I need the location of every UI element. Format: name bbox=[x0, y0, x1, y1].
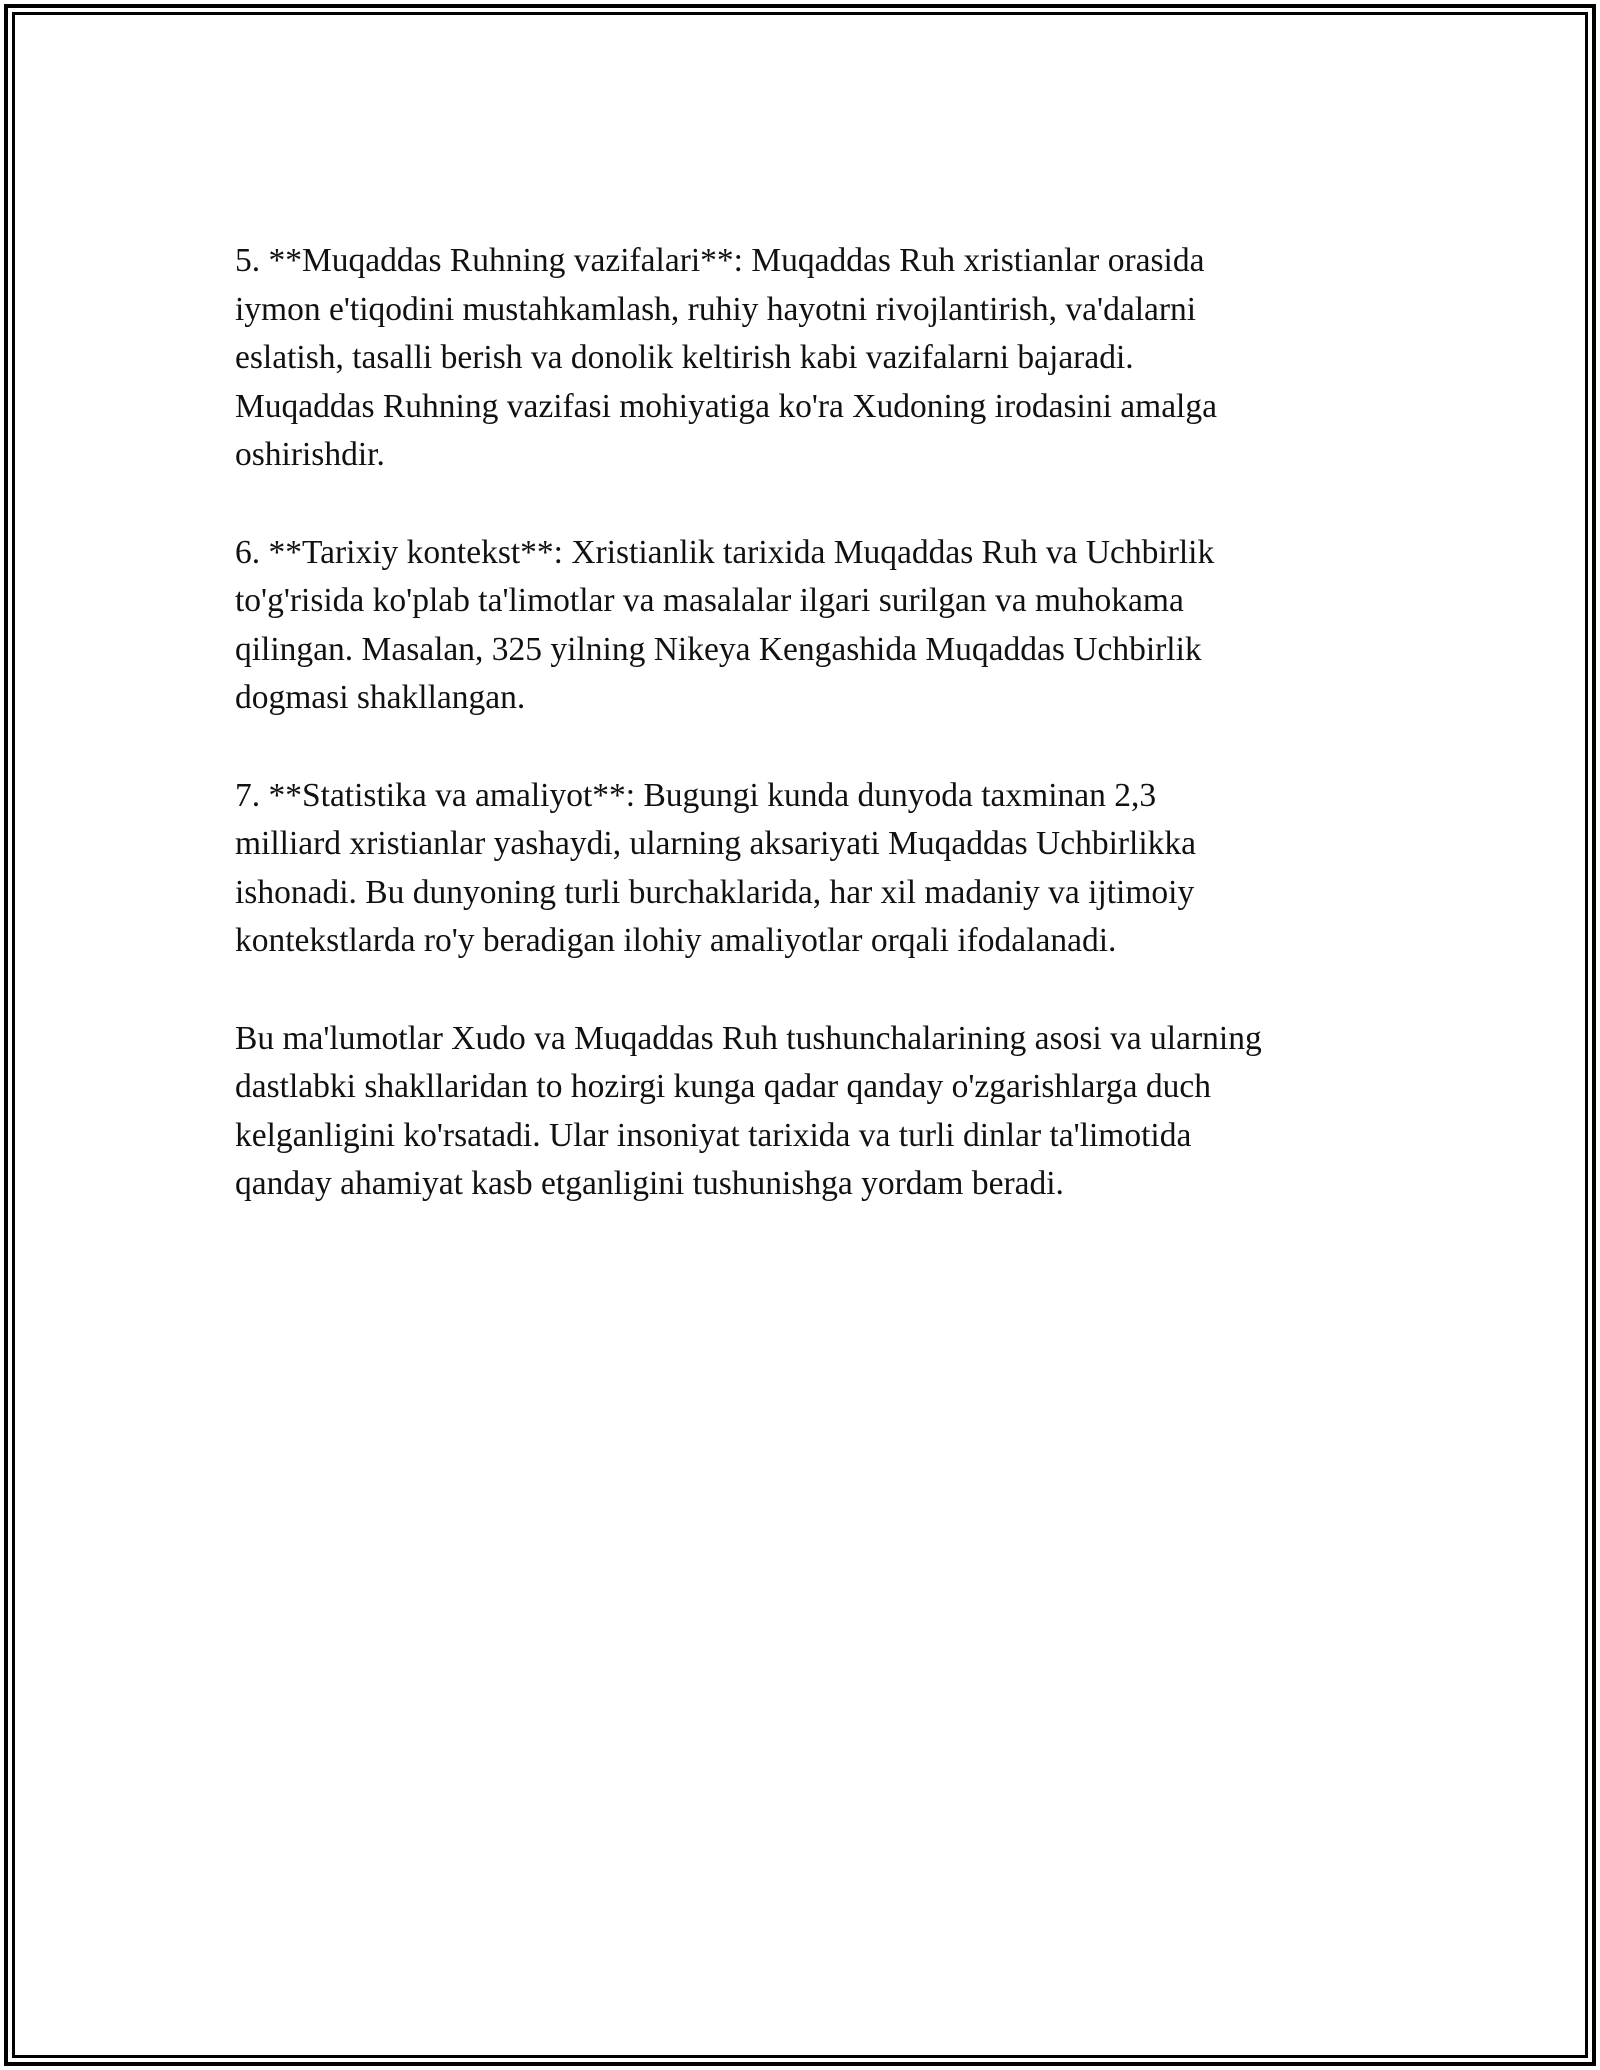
document-body bbox=[235, 237, 1395, 1257]
text-line: Bu ma'lumotlar Xudo va Muqaddas Ruh tushunchalarining asosi va ularning bbox=[235, 1019, 1262, 1057]
text-line: oshirishdir. bbox=[235, 436, 385, 474]
text-line: qanday ahamiyat kasb etganligini tushunishga yordam beradi. bbox=[235, 1165, 1064, 1203]
text-line: dastlabki shakllaridan to hozirgi kunga qadar qanday o'zgarishlarga duch bbox=[235, 1068, 1211, 1106]
text-line: kelganligini ko'rsatadi. Ular insoniyat tarixida va turli dinlar ta'limotida bbox=[235, 1116, 1192, 1154]
text-line: dogmasi shakllangan. bbox=[235, 679, 526, 717]
paragraph-holy-spirit-duties bbox=[235, 237, 1395, 480]
text-line: 5. **Muqaddas Ruhning vazifalari**: Muqaddas Ruh xristianlar orasida bbox=[235, 242, 1205, 279]
paragraph-historical-context bbox=[235, 529, 1395, 723]
text-line: iymon e'tiqodini mustahkamlash, ruhiy hayotni rivojlantirish, va'dalarni bbox=[235, 290, 1197, 328]
paragraph-conclusion bbox=[235, 1015, 1395, 1209]
text-line: ishonadi. Bu dunyoning turli burchaklarida, har xil madaniy va ijtimoiy bbox=[235, 873, 1195, 911]
text-line: kontekstlarda ro'y beradigan ilohiy amaliyotlar orqali ifodalanadi. bbox=[235, 922, 1117, 960]
text-line: Muqaddas Ruhning vazifasi mohiyatiga ko'ra Xudoning irodasini amalga bbox=[235, 387, 1217, 425]
text-line: 6. **Tarixiy kontekst**: Xristianlik tarixida Muqaddas Ruh va Uchbirlik bbox=[235, 533, 1215, 571]
paragraph-statistics-practice bbox=[235, 772, 1395, 966]
text-line: qilingan. Masalan, 325 yilning Nikeya Kengashida Muqaddas Uchbirlik bbox=[235, 630, 1202, 668]
text-line: 7. **Statistika va amaliyot**: Bugungi kunda dunyoda taxminan 2,3 bbox=[235, 776, 1157, 814]
text-line: milliard xristianlar yashaydi, ularning aksariyati Muqaddas Uchbirlikka bbox=[235, 825, 1197, 863]
text-line: eslatish, tasalli berish va donolik keltirish kabi vazifalarni bajaradi. bbox=[235, 339, 1134, 377]
text-line: to'g'risida ko'plab ta'limotlar va masalalar ilgari surilgan va muhokama bbox=[235, 582, 1184, 620]
